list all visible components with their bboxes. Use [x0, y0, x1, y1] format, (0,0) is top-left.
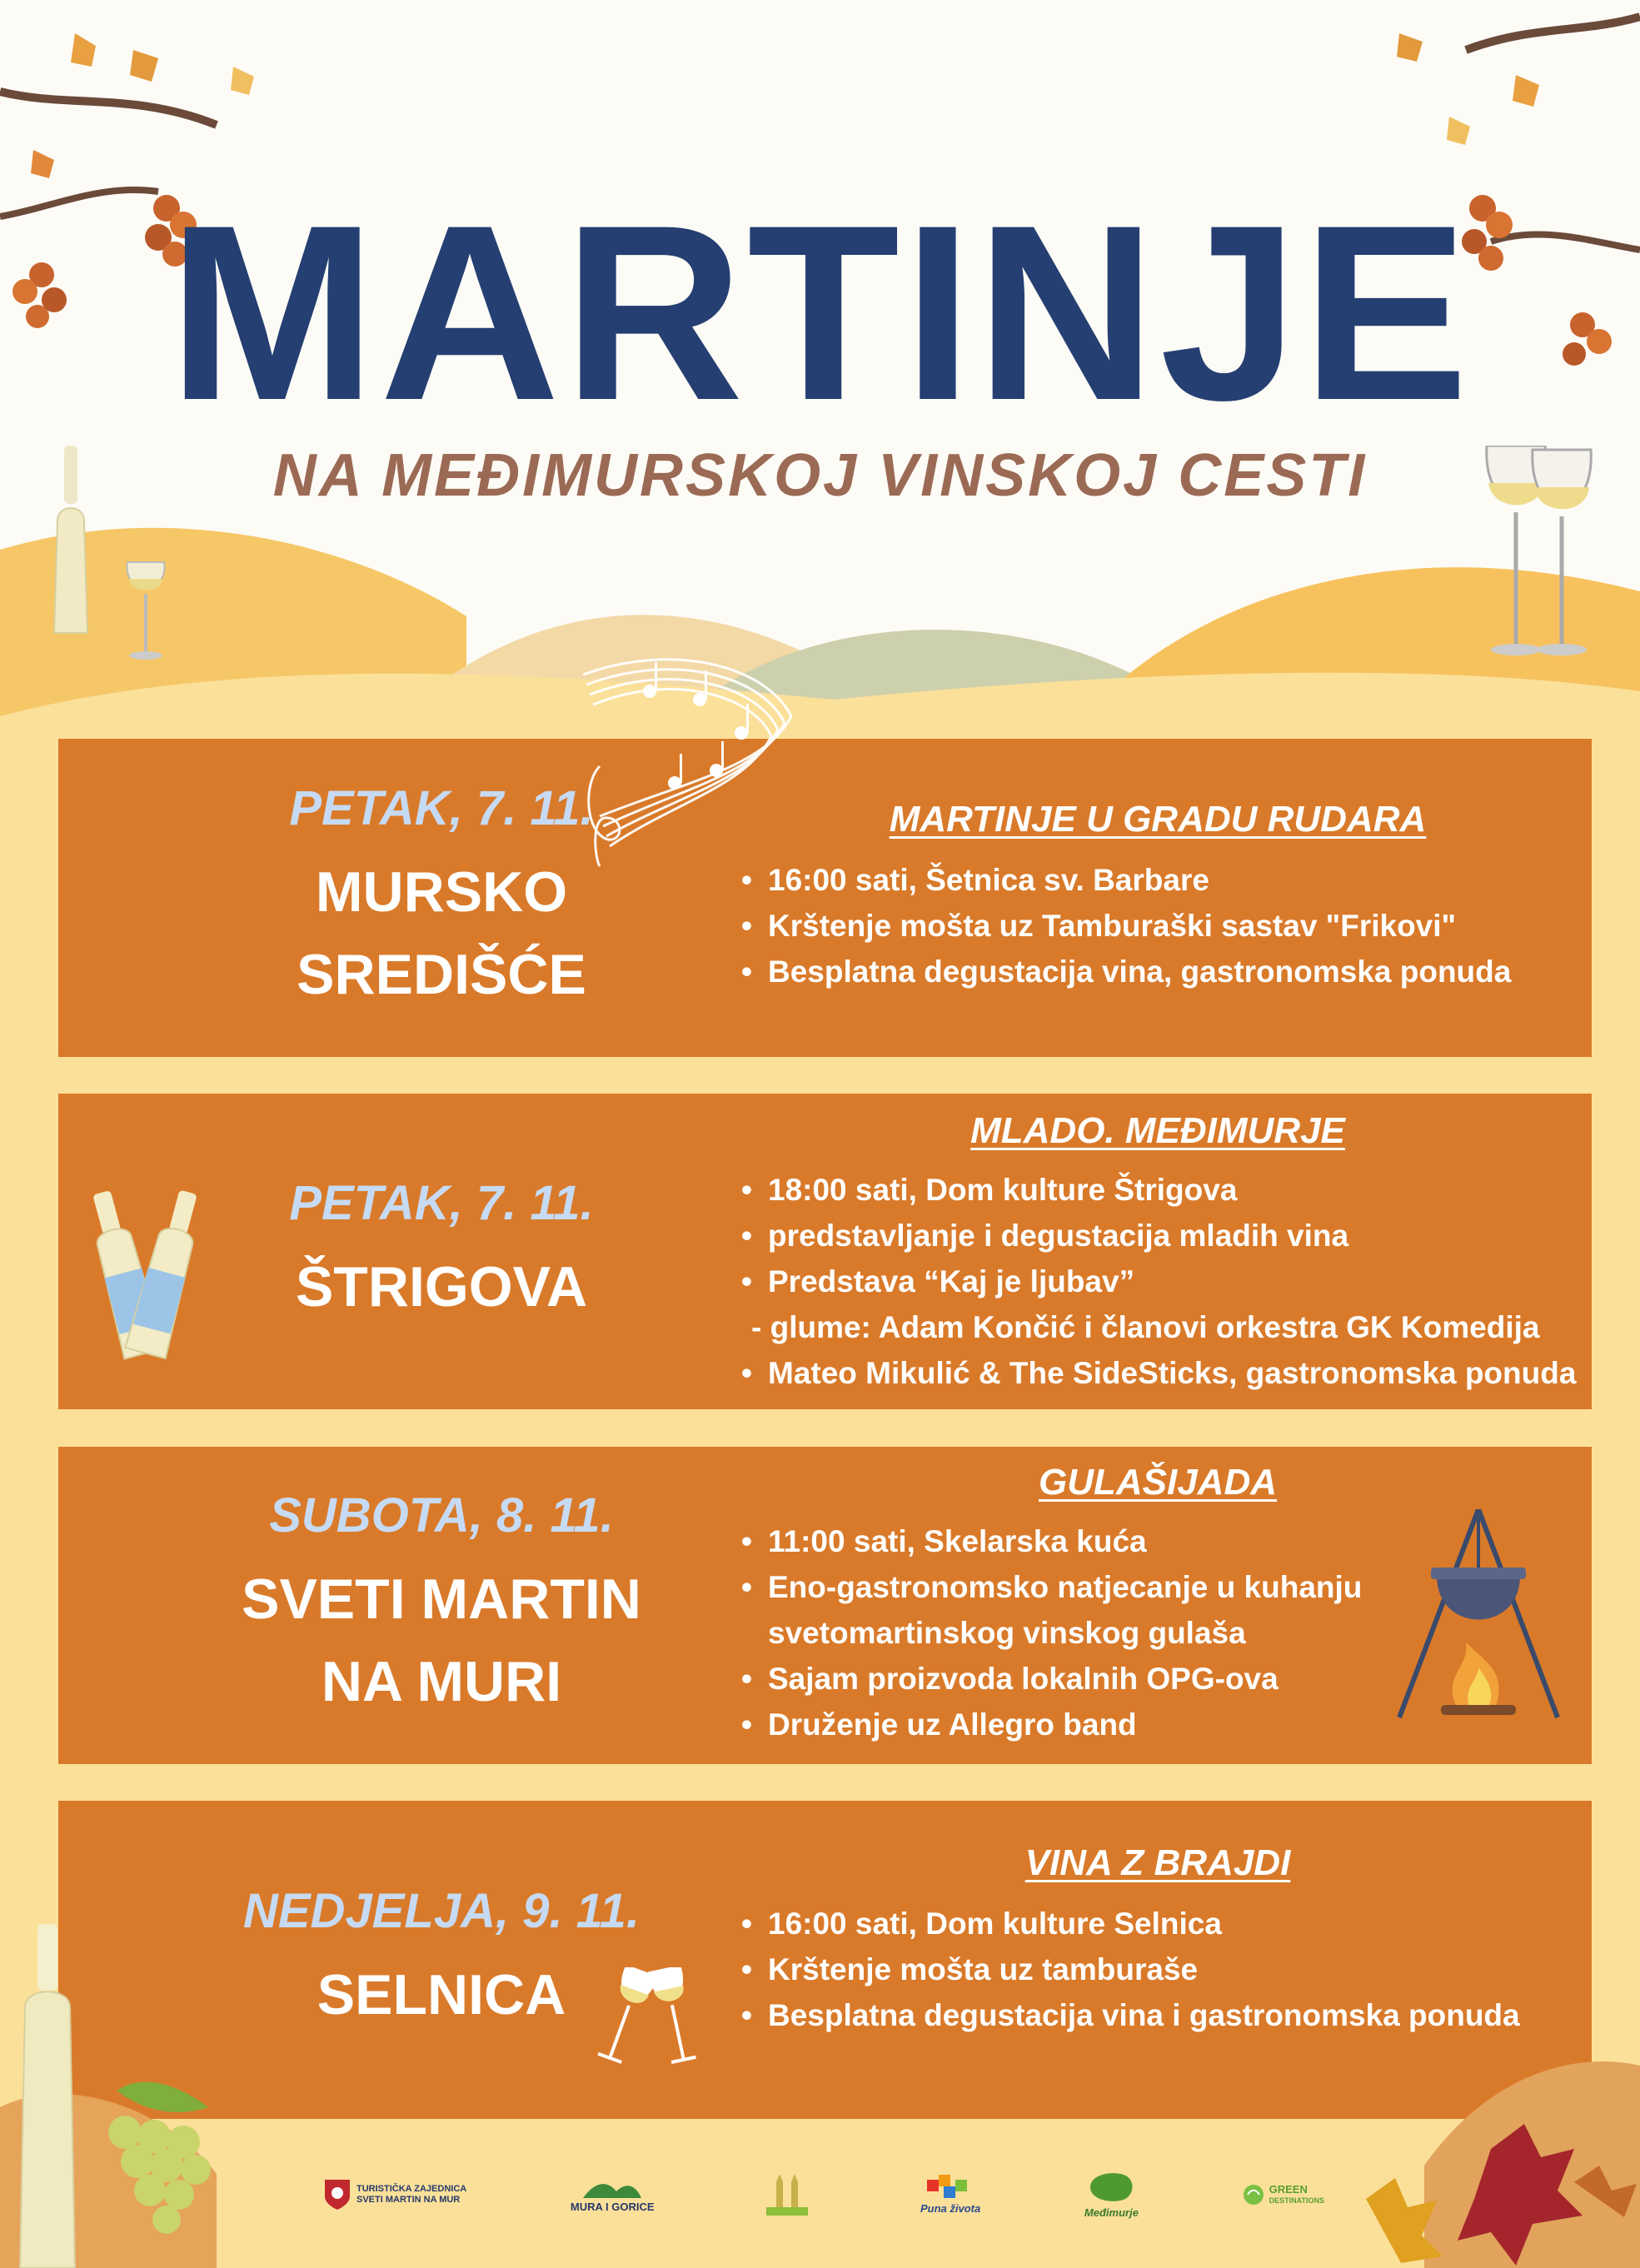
logo-label: Puna života	[920, 2201, 981, 2215]
medimurje-logo	[1084, 2171, 1139, 2220]
event-date: SUBOTA, 8. 11.	[269, 1488, 614, 1543]
event-item-list	[741, 1167, 1576, 1396]
list-item: • 16:00 sati, Dom kulture Selnica	[741, 1901, 1520, 1946]
list-item: • Besplatna degustacija vina i gastronomska ponuda	[741, 1992, 1520, 2038]
event-title: MARTINJE U GRADU RUDARA	[889, 799, 1427, 840]
wine-glasses-icon	[1483, 446, 1599, 662]
church-icon	[758, 2174, 816, 2216]
event-title: GULAŠIJADA	[1038, 1462, 1278, 1503]
wine-bottle-grapes-icon	[0, 1924, 283, 2268]
list-item: • Predstava “Kaj je ljubav”	[741, 1259, 1576, 1304]
mura-i-gorice-logo	[571, 2176, 655, 2214]
event-location-block	[175, 1094, 708, 1409]
event-place: SELNICA	[317, 1963, 566, 2027]
event-title: MLADO. MEĐIMURJE	[970, 1110, 1345, 1151]
event-place: ŠTRIGOVA	[295, 1254, 588, 1318]
wine-bottle-glass-icon	[46, 446, 171, 670]
sponsor-logos	[325, 2161, 1324, 2228]
logo-label: DESTINATIONS	[1269, 2196, 1324, 2206]
list-item: • Sajam proizvoda lokalnih OPG-ova	[741, 1656, 1362, 1702]
event-date: PETAK, 7. 11.	[289, 780, 594, 835]
green-region-icon	[1086, 2171, 1136, 2204]
event-item-list	[741, 857, 1511, 994]
list-item: • Besplatna degustacija vina, gastronomska ponuda	[741, 949, 1511, 994]
hills-logo-icon	[583, 2176, 641, 2198]
tz-sveti-martin-logo	[325, 2180, 466, 2210]
church-logo	[758, 2174, 816, 2216]
puna-zivota-logo	[920, 2175, 980, 2216]
list-item: svetomartinskog vinskog gulaša	[768, 1616, 1246, 1650]
music-notes-icon	[575, 641, 825, 875]
page-subtitle: NA MEĐIMURSKOJ VINSKOJ CESTI	[272, 442, 1368, 509]
wine-glasses-toast-icon	[591, 1967, 708, 2076]
colorful-squares-icon	[927, 2175, 974, 2200]
page-title: MARTINJE	[167, 172, 1473, 452]
wine-bottles-icon	[83, 1189, 208, 1364]
green-destinations-logo	[1243, 2184, 1324, 2206]
event-date: NEDJELJA, 9. 11.	[242, 1884, 640, 1939]
logo-label: MURA I GORICE	[570, 2200, 655, 2213]
event-place: NA MURI	[321, 1650, 562, 1713]
list-item: • Krštenje mošta uz tamburaše	[741, 1946, 1520, 1992]
event-item-list	[741, 1518, 1362, 1747]
green-globe-icon	[1243, 2184, 1264, 2206]
event-place: MURSKO	[315, 860, 568, 924]
event-title: VINA Z BRAJDI	[1024, 1842, 1291, 1883]
event-details	[741, 1094, 1577, 1409]
list-item: • Eno-gastronomsko natjecanje u kuhanju	[741, 1564, 1362, 1610]
event-place: SREDIŠĆE	[297, 942, 586, 1006]
list-item: • Druženje uz Allegro band	[741, 1702, 1362, 1747]
event-panel-mursko-sredisce	[58, 739, 1592, 1057]
autumn-leaves-icon	[1299, 2016, 1640, 2268]
event-place: SVETI MARTIN	[242, 1568, 641, 1632]
logo-label: Međimurje	[1084, 2206, 1139, 2219]
list-item: - glume: Adam Končić i članovi orkestra GK Komedija	[751, 1310, 1540, 1344]
list-item: • 18:00 sati, Dom kulture Štrigova	[741, 1167, 1576, 1213]
logo-label: SVETI MARTIN NA MUR	[356, 2195, 461, 2205]
list-item: • predstavljanje i degustacija mladih vina	[741, 1213, 1576, 1259]
logo-label: GREEN	[1269, 2183, 1308, 2196]
event-panel-sveti-martin	[58, 1447, 1592, 1764]
event-date: PETAK, 7. 11.	[289, 1175, 594, 1230]
event-panel-strigova	[58, 1094, 1592, 1409]
event-details	[741, 739, 1574, 1057]
list-item: • Mateo Mikulić & The SideSticks, gastronomska ponuda	[741, 1350, 1576, 1396]
logo-label: TURISTIČKA ZAJEDNICA	[356, 2184, 467, 2195]
list-item: • 11:00 sati, Skelarska kuća	[741, 1518, 1362, 1564]
list-item: • 16:00 sati, Šetnica sv. Barbare	[741, 857, 1511, 903]
coat-of-arms-icon	[325, 2180, 350, 2210]
cauldron-fire-icon	[1391, 1509, 1566, 1726]
event-location-block	[175, 1447, 708, 1764]
list-item: • Krštenje mošta uz Tamburaški sastav "Frikovi"	[741, 903, 1511, 949]
